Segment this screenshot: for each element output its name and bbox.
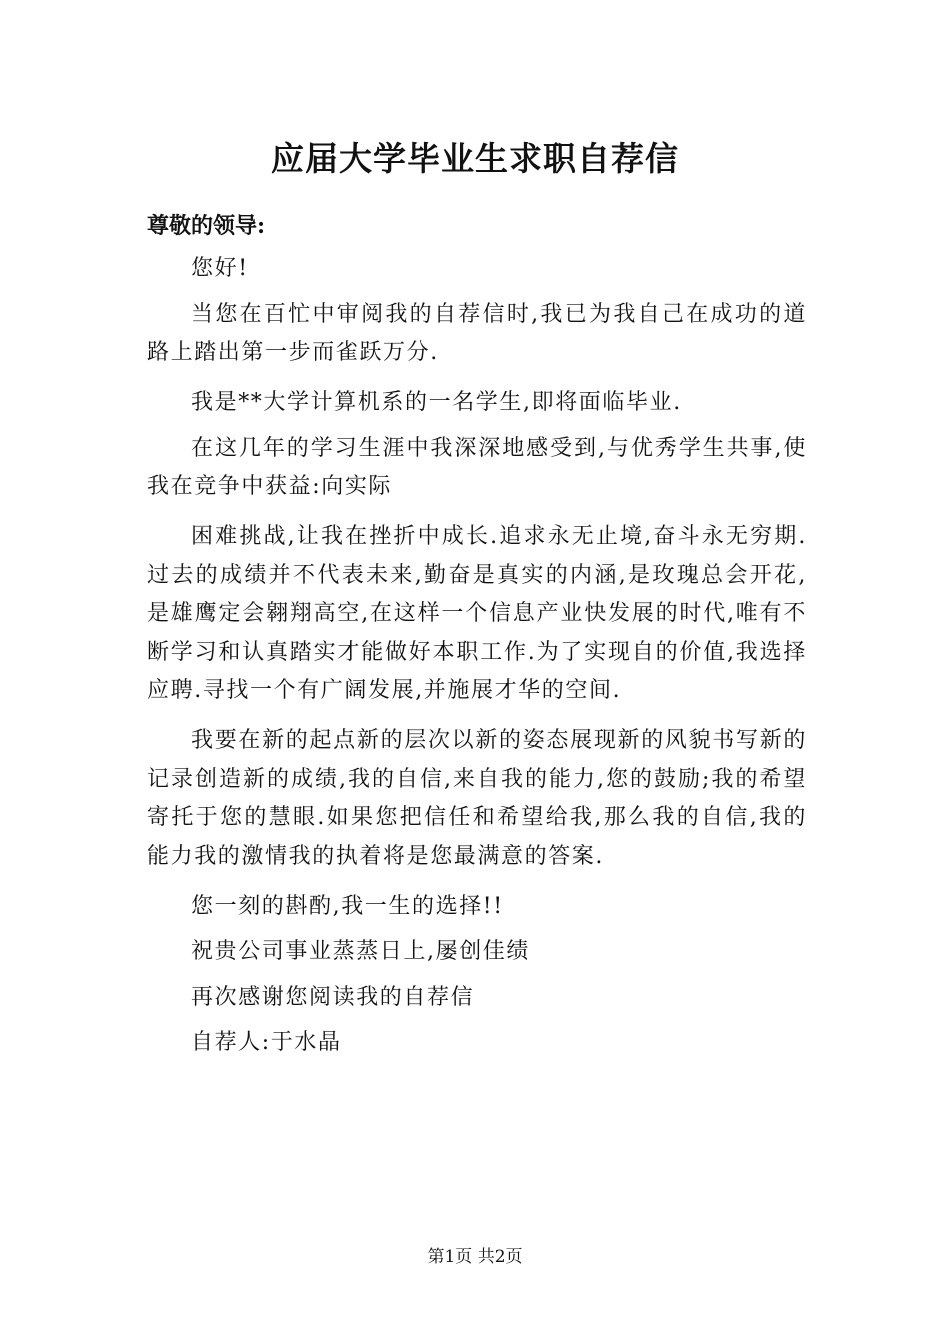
body-paragraph: 当您在百忙中审阅我的自荐信时,我已为我自己在成功的道路上踏出第一步而雀跃万分. — [147, 301, 807, 365]
signature: 自荐人:于水晶 — [191, 1030, 342, 1055]
body-paragraph: 困难挑战,让我在挫折中成长.追求永无止境,奋斗永无穷期.过去的成绩并不代表未来,勤奋是真实的内涵,是玫瑰总会开花,是雄鹰定会翱翔高空,在这样一个信息产业快发展的时代,唯有不断学习和认真踏实才能做好本职工作.为了实现自的价值,我选择应聘.寻找一个有广阔发展,并施展才华的空间. — [147, 524, 807, 703]
body-paragraph: 我是**大学计算机系的一名学生,即将面临毕业. — [191, 390, 682, 415]
closing-wish: 祝贵公司事业蒸蒸日上,屡创佳绩 — [191, 939, 530, 964]
greeting-paragraph: 您好! — [191, 256, 249, 281]
body-paragraph: 在这几年的学习生涯中我深深地感受到,与优秀学生共事,使我在竞争中获益:向实际 — [147, 435, 807, 499]
salutation: 尊敬的领导: — [147, 213, 266, 239]
body-paragraph: 您一刻的斟酌,我一生的选择!! — [191, 893, 504, 919]
document-title: 应届大学毕业生求职自荐信 — [271, 139, 679, 178]
body-paragraph: 我要在新的起点新的层次以新的姿态展现新的风貌书写新的记录创造新的成绩,我的自信,来自我的能力,您的鼓励;我的希望寄托于您的慧眼.如果您把信任和希望给我,那么我的自信,我的能力我的激情我的执着将是您最满意的答案. — [147, 728, 807, 869]
letter-body — [147, 250, 807, 1070]
closing-thanks: 再次感谢您阅读我的自荐信 — [191, 984, 475, 1010]
page-number-footer: 第1页 共2页 — [427, 1247, 523, 1267]
